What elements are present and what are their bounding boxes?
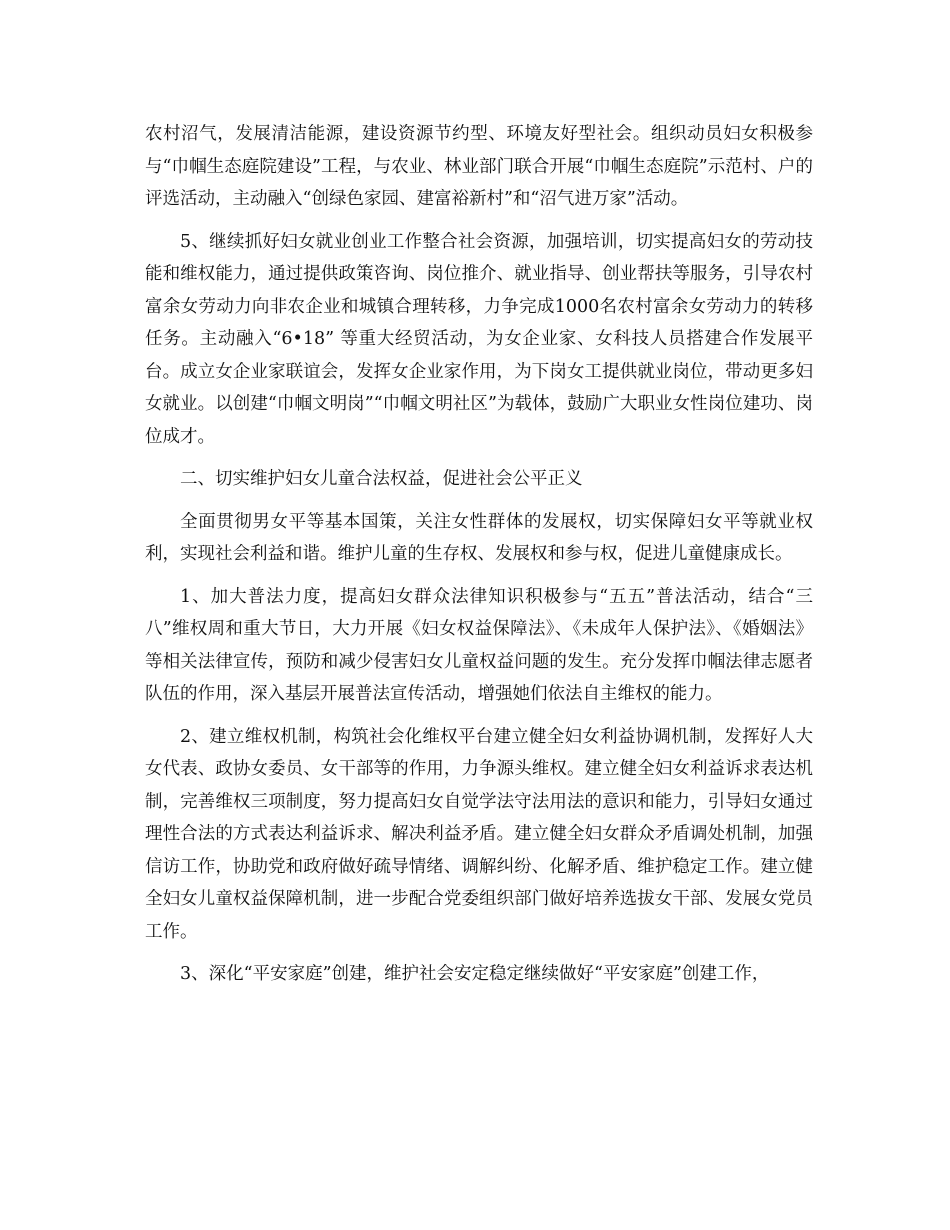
paragraph-item-5: 5、继续抓好妇女就业创业工作整合社会资源，加强培训，切实提高妇女的劳动技能和维权能力，通过提供政策咨询、岗位推介、就业指导、创业帮扶等服务，引导农村富余女劳动力向非农企业和城镇合理转移，力争完成1000名农村富余女劳动力的转移任务。主动融入“6•18” 等重大经贸活动，为女企业家、女科技人员搭建合作发展平台。成立女企业家联谊会，发挥女企业家作用，为下岗女工提供就业岗位，带动更多妇女就业。以创建“巾帼文明岗”“巾帼文明社区”为载体，鼓励广大职业女性岗位建功、岗位成才。 [145, 231, 813, 447]
paragraph-item-2: 2、建立维权机制，构筑社会化维权平台建立健全妇女利益协调机制，发挥好人大女代表、政协女委员、女干部等的作用，力争源头维权。建立健全妇女利益诉求表达机制，完善维权三项制度，努力提高妇女自觉学法守法用法的意识和能力，引导妇女通过理性合法的方式表达利益诉求、解决利益矛盾。建立健全妇女群众矛盾调处机制，加强信访工作，协助党和政府做好疏导情绪、调解纠纷、化解矛盾、维护稳定工作。建立健全妇女儿童权益保障机制，进一步配合党委组织部门做好培养选拔女干部、发展女党员工作。 [145, 726, 813, 942]
paragraph-intro: 全面贯彻男女平等基本国策，关注女性群体的发展权，切实保障妇女平等就业权利，实现社会利益和谐。维护儿童的生存权、发展权和参与权，促进儿童健康成长。 [145, 511, 813, 564]
paragraph-item-3: 3、深化“平安家庭”创建，维护社会安定稳定继续做好“平安家庭”创建工作， [180, 964, 770, 984]
document-page [145, 118, 813, 1001]
paragraph-item-1: 1、加大普法力度，提高妇女群众法律知识积极参与“五五”普法活动，结合“三八”维权周和重大节日，大力开展《妇女权益保障法》、《未成年人保护法》、《婚姻法》等相关法律宣传，预防和减少侵害妇女儿童权益问题的发生。充分发挥巾帼法律志愿者队伍的作用，深入基层开展普法宣传活动，增强她们依法自主维权的能力。 [145, 586, 813, 704]
paragraph-continuation: 农村沼气，发展清洁能源，建设资源节约型、环境友好型社会。组织动员妇女积极参与“巾帼生态庭院建设”工程，与农业、林业部门联合开展“巾帼生态庭院”示范村、户的评选活动，主动融入“创绿色家园、建富裕新村”和“沼气进万家”活动。 [145, 124, 813, 209]
section-heading: 二、切实维护妇女儿童合法权益，促进社会公平正义 [180, 469, 583, 489]
